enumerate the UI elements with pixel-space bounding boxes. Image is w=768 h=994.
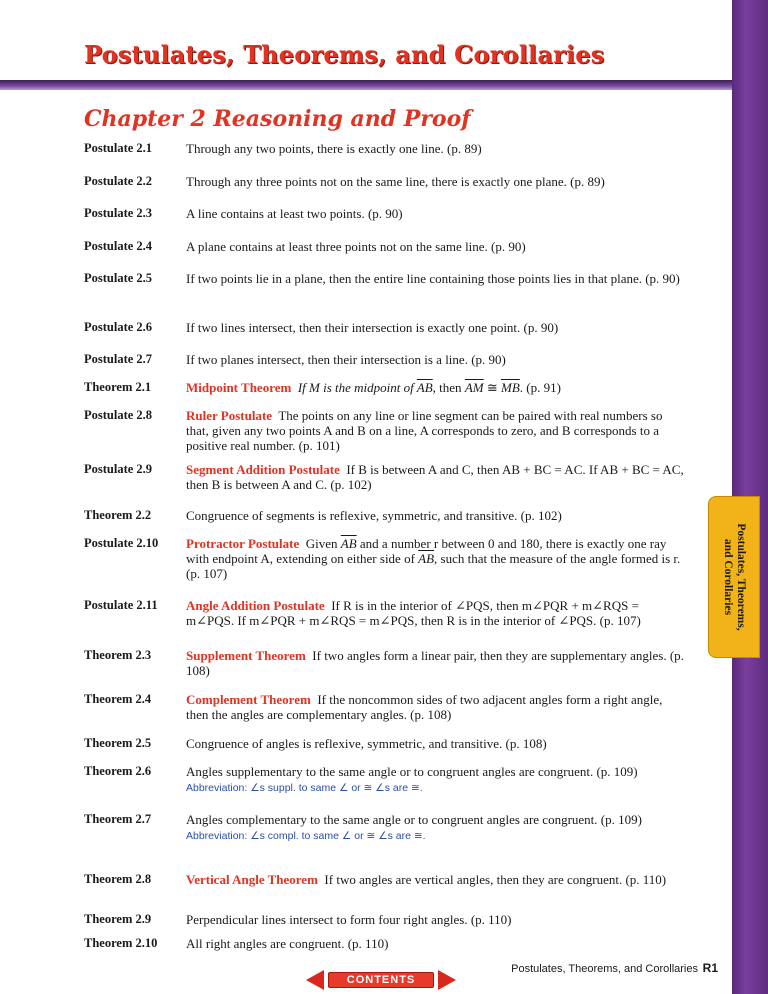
entry-label: Theorem 2.1 bbox=[84, 380, 152, 394]
theorem-text: If two angles form a linear pair, then they are supplementary angles. (p. 108) bbox=[186, 648, 684, 678]
entry-label: Postulate 2.8 bbox=[84, 408, 153, 422]
entry-label: Postulate 2.7 bbox=[84, 352, 153, 366]
entry-text bbox=[186, 692, 686, 722]
contents-button[interactable]: CONTENTS bbox=[328, 972, 434, 988]
entry-text bbox=[186, 598, 686, 628]
entry-label: Theorem 2.3 bbox=[84, 648, 152, 662]
postulate-name: Ruler Postulate bbox=[186, 408, 273, 423]
entry-label: Postulate 2.1 bbox=[84, 141, 153, 155]
postulate-text: The points on any line or line segment can be paired with real numbers so that, given any two points A and B on a line, A corresponds to zero, and B corresponds to a positive real number. (p. 101) bbox=[186, 408, 663, 453]
chapter-heading: Chapter 2 Reasoning and Proof bbox=[84, 106, 471, 132]
entry-label: Postulate 2.4 bbox=[84, 239, 153, 253]
abbreviation-note: Abbreviation: ∠s suppl. to same ∠ or ≅ ∠s are ≅. bbox=[186, 782, 423, 794]
theorem-name: Complement Theorem bbox=[186, 692, 311, 707]
entry-label: Postulate 2.2 bbox=[84, 174, 153, 188]
entry-text: A plane contains at least three points not on the same line. (p. 90) bbox=[186, 239, 526, 254]
entry-text: If two lines intersect, then their intersection is exactly one point. (p. 90) bbox=[186, 320, 559, 335]
entry-text bbox=[186, 536, 686, 581]
theorem-text: If two angles are vertical angles, then they are congruent. (p. 110) bbox=[324, 872, 667, 887]
side-tab[interactable] bbox=[708, 496, 760, 658]
nav-controls bbox=[306, 968, 456, 990]
theorem-text-part: ≅ bbox=[483, 380, 501, 395]
entry-label: Theorem 2.7 bbox=[84, 812, 152, 826]
entry-label: Postulate 2.3 bbox=[84, 206, 153, 220]
entry-text: A line contains at least two points. (p. 90) bbox=[186, 206, 403, 221]
entry-text bbox=[186, 648, 686, 678]
theorem-name: Midpoint Theorem bbox=[186, 380, 292, 395]
entry-label: Postulate 2.9 bbox=[84, 462, 153, 476]
abbreviation-note: Abbreviation: ∠s compl. to same ∠ or ≅ ∠s are ≅. bbox=[186, 830, 426, 842]
theorem-text: Angles complementary to the same angle or to congruent angles are congruent. (p. 109) bbox=[186, 812, 642, 827]
theorem-name: Vertical Angle Theorem bbox=[186, 872, 318, 887]
postulate-text-part: Given bbox=[305, 536, 341, 551]
postulate-text: If B is between A and C, then AB + BC = AC. If AB + BC = AC, then B is between A and C. (p. 102) bbox=[186, 462, 684, 492]
entry-label: Theorem 2.9 bbox=[84, 912, 152, 926]
postulate-name: Protractor Postulate bbox=[186, 536, 300, 551]
entry-text: All right angles are congruent. (p. 110) bbox=[186, 936, 389, 951]
prev-page-arrow-icon[interactable] bbox=[306, 970, 324, 990]
entry-label: Theorem 2.5 bbox=[84, 736, 152, 750]
theorem-text-part: , then bbox=[432, 380, 465, 395]
entry-label: Postulate 2.11 bbox=[84, 598, 158, 612]
entry-text bbox=[186, 462, 686, 492]
postulate-text-part: and a number r between 0 and 180, there is exactly one ray with endpoint A, extending on either side of bbox=[186, 536, 667, 566]
entry-text bbox=[186, 872, 686, 887]
entry-label: Postulate 2.6 bbox=[84, 320, 153, 334]
entry-text: Perpendicular lines intersect to form four right angles. (p. 110) bbox=[186, 912, 512, 927]
entry-label: Theorem 2.6 bbox=[84, 764, 152, 778]
ray-ab: $\overline{AB}$ bbox=[340, 536, 357, 551]
entry-label: Theorem 2.10 bbox=[84, 936, 158, 950]
postulate-text-part: , such that the measure of the angle formed is r. (p. 107) bbox=[186, 551, 681, 581]
next-page-arrow-icon[interactable] bbox=[438, 970, 456, 990]
segment-am: $\overline{AM}$ bbox=[464, 380, 484, 395]
entry-label: Theorem 2.4 bbox=[84, 692, 152, 706]
side-tab-label: Postulates, Theorems, and Corollaries bbox=[722, 523, 747, 631]
entry-text: If two points lie in a plane, then the entire line containing those points lies in that plane. (p. 90) bbox=[186, 271, 680, 286]
entry-text: Congruence of angles is reflexive, symmetric, and transitive. (p. 108) bbox=[186, 736, 547, 751]
postulate-name: Angle Addition Postulate bbox=[186, 598, 325, 613]
entry-text: Through any two points, there is exactly one line. (p. 89) bbox=[186, 141, 482, 156]
theorem-text: Angles supplementary to the same angle or to congruent angles are congruent. (p. 109) bbox=[186, 764, 638, 779]
entry-text: Congruence of segments is reflexive, symmetric, and transitive. (p. 102) bbox=[186, 508, 562, 523]
entry-label: Postulate 2.5 bbox=[84, 271, 153, 285]
theorem-name: Supplement Theorem bbox=[186, 648, 306, 663]
entry-text bbox=[186, 812, 686, 844]
theorem-text-part: If M is the midpoint of bbox=[297, 380, 417, 395]
ray-ab: $\overline{AB}$ bbox=[418, 551, 435, 566]
entry-label: Postulate 2.10 bbox=[84, 536, 159, 550]
page-title: Postulates, Theorems, and Corollaries bbox=[84, 40, 605, 69]
postulate-name: Segment Addition Postulate bbox=[186, 462, 340, 477]
entry-text bbox=[186, 408, 686, 453]
entry-text: If two planes intersect, then their intersection is a line. (p. 90) bbox=[186, 352, 506, 367]
title-rule bbox=[0, 80, 732, 90]
entry-text: Through any three points not on the same line, there is exactly one plane. (p. 89) bbox=[186, 174, 605, 189]
theorem-text: If the noncommon sides of two adjacent angles form a right angle, then the angles are complementary angles. (p. 108) bbox=[186, 692, 663, 722]
postulate-text: If R is in the interior of ∠PQS, then m∠PQR + m∠RQS = m∠PQS. If m∠PQR + m∠RQS = m∠PQS, then R is in the interior of ∠PQS. (p. 107) bbox=[186, 598, 641, 628]
entry-label: Theorem 2.2 bbox=[84, 508, 152, 522]
footer-title: Postulates, Theorems, and Corollaries bbox=[511, 963, 698, 975]
theorem-text-part: . (p. 91) bbox=[519, 380, 561, 395]
entry-label: Theorem 2.8 bbox=[84, 872, 152, 886]
page-number: R1 bbox=[702, 961, 718, 975]
segment-ab: $\overline{AB}$ bbox=[416, 380, 433, 395]
entry-text bbox=[186, 764, 686, 796]
entry-text bbox=[186, 380, 686, 395]
segment-mb: $\overline{MB}$ bbox=[501, 380, 520, 395]
